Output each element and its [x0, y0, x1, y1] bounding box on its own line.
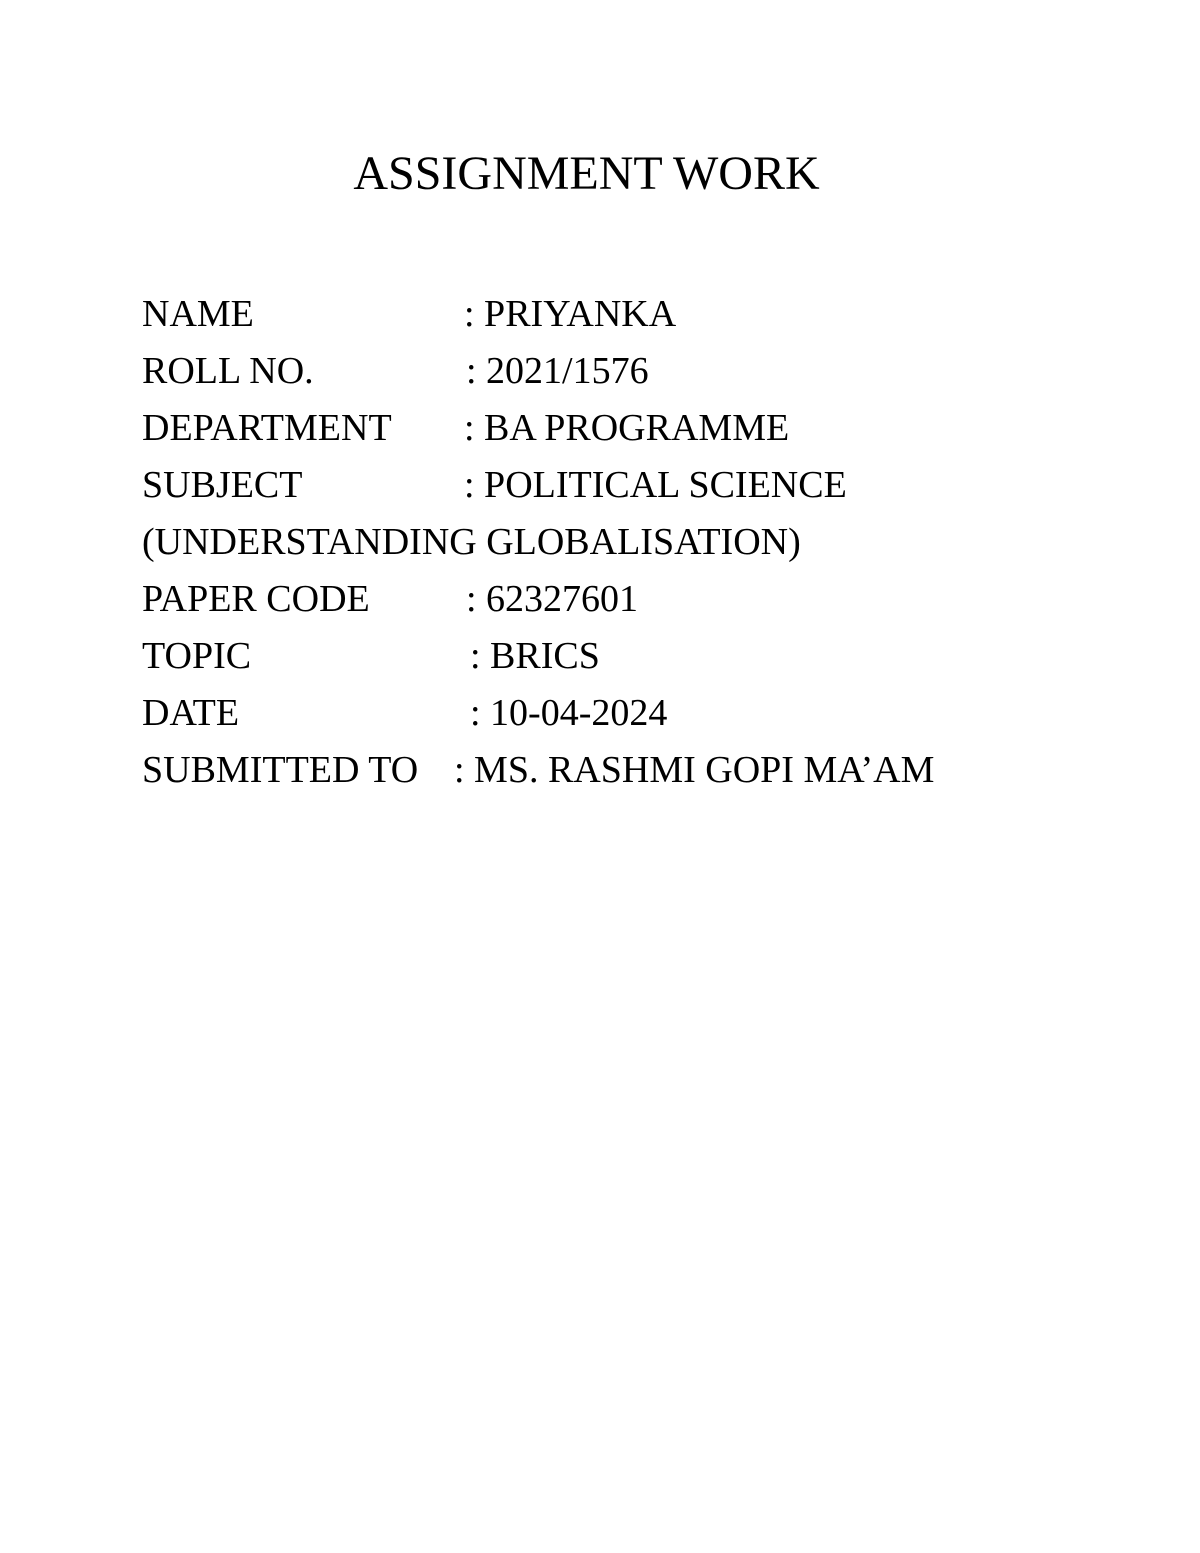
- field-topic-value: : BRICS: [470, 635, 600, 677]
- field-submitted-to-label: SUBMITTED TO: [142, 749, 419, 791]
- field-name-value: : PRIYANKA: [464, 293, 677, 335]
- field-department-label: DEPARTMENT: [142, 407, 392, 449]
- field-subject-continued-text: (UNDERSTANDING GLOBALISATION): [142, 521, 801, 563]
- field-paper-code-label: PAPER CODE: [142, 578, 370, 620]
- field-name-label: NAME: [142, 293, 254, 335]
- field-topic-label: TOPIC: [142, 635, 252, 677]
- field-paper-code-value: : 62327601: [466, 578, 639, 620]
- field-submitted-to-value: : MS. RASHMI GOPI MA’AM: [454, 749, 935, 791]
- document-title: ASSIGNMENT WORK: [353, 147, 820, 200]
- field-roll-no-value: : 2021/1576: [466, 350, 649, 392]
- field-subject-value: : POLITICAL SCIENCE: [464, 464, 847, 506]
- field-department-value: : BA PROGRAMME: [464, 407, 790, 449]
- field-roll-no-label: ROLL NO.: [142, 350, 314, 392]
- field-date-label: DATE: [142, 692, 240, 734]
- field-date-value: : 10-04-2024: [470, 692, 668, 734]
- field-subject-continued: [142, 518, 801, 566]
- field-subject-label: SUBJECT: [142, 464, 303, 506]
